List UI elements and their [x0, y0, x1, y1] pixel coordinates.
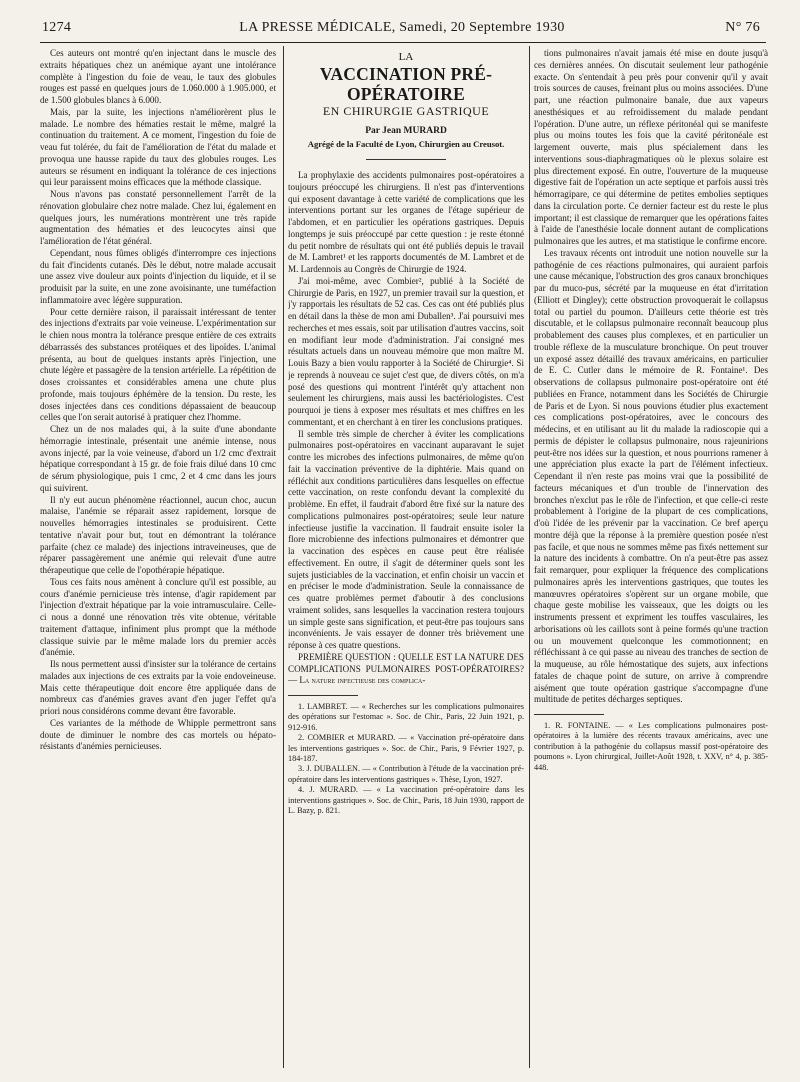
paragraph: Pour cette dernière raison, il paraissait intéressant de tenter des injections d'extraits par voie veineuse. L'expérimentation sur le chien nous montra la tolérance presque entière de ces extraits débarrassés des substances protéiques et des lipoïdes. L'animal présenta, au bout de quelques instants après l'injection, une chute légère et passagère de la tension artérielle. La répétition de doses croissantes et considérables amena une chute plus profonde, mais toujours éphémère de la tension. Du reste, les doses injectées dans ces conditions dépassaient de beaucoup celles que l'on serait autorisé à pratiquer chez l'homme. [40, 306, 276, 423]
article-heading [288, 52, 524, 160]
paragraph: Chez un de nos malades qui, à la suite d'une abondante hémorragie intestinale, présentait une anémie intense, nous avons injecté, par la voie veineuse, d'abord un 1/2 cmc d'extrait hépatique correspondant à 15 gr. de foie frais dilué dans 10 cmc de sérum physiologique, puis 1 cmc, 2 et 4 cmc dans les jours qui suivirent. [40, 424, 276, 493]
footnote-rule [534, 714, 604, 715]
article-subtitle: EN CHIRURGIE GASTRIQUE [322, 103, 490, 118]
column-divider [529, 46, 530, 1068]
middle-column [288, 48, 524, 1068]
title-separator [366, 159, 446, 160]
footnote-rule [288, 695, 358, 696]
footnote: 3. J. DUBALLEN. — « Contribution à l'étude de la vaccination pré-opératoire dans les interventions gastriques ». Thèse, Lyon, 1927. [288, 764, 524, 784]
paragraph: La prophylaxie des accidents pulmonaires post-opératoires a toujours préoccupé les chirurgiens. Il n'est pas d'interventions qui exposent davantage à cette variété de complications que les interventions portant sur les organes de l'étage supérieur de l'abdomen, et en particulier les opérations gastriques. Depuis longtemps je suis préoccupé par cette question : je reste étonné du petit nombre de résultats qui ont été publiés depuis le travail de M. Lambret¹ et les rapports documentés de M. Lambret et de M. Lardennois au Congrès de Chirurgie de 1924. [288, 170, 524, 274]
article-kicker: LA [398, 51, 414, 63]
author-affiliation: Agrégé de la Faculté de Lyon, Chirurgien au Creusot. [307, 139, 505, 150]
paragraph: Ces variantes de la méthode de Whipple permettront sans doute de diminuer le nombre des cas mortels ou hépato-résistants d'anémies pernicieuses. [40, 717, 276, 752]
paragraph: Il n'y eut aucun phénomène réactionnel, aucun choc, aucun malaise, l'anémie se réparait assez rapidement, lorsque de nouvelles hémorragies intestinales se produisirent. Cette tentative n'avait pour but, tout en démontrant la tolérance parfaite (chez ce malade) des injections intraveineuses, que de réparer passagèrement une anémie qui relevait d'une autre thérapeutique que celle de l'opothérapie hépatique. [40, 494, 276, 575]
footnote: 2. COMBIER et MURARD. — « Vaccination pré-opératoire dans les interventions gastriques ». Soc. de Chir., Paris, 9 Février 1927, p. 184-187. [288, 733, 524, 764]
footnote: 4. J. MURARD. — « La vaccination pré-opératoire dans les interventions gastriques ». Soc. de Chir., Paris, 18 Juin 1930, rapport de L. Bazy, p. 821. [288, 785, 524, 816]
left-column [40, 48, 276, 1068]
page-number: 1274 [42, 20, 72, 35]
paragraph: Les travaux récents ont introduit une notion nouvelle sur la pathogénie de ces réactions pulmonaires, qui auraient parfois une cause mécanique, l'obstruction des gros canaux bronchiques par du muco-pus, sécrété par la muqueuse en état d'irritation (Elliott et Dingley); cette obstruction provoquerait le collapsus total ou partiel du poumon. D'ailleurs cette théorie est très discutable, et le collapsus pulmonaire reconnaît beaucoup plus probablement des causes plus complexes, et en particulier un trouble réflexe de la musculature bronchique. On peut trouver un exposé assez détaillé des travaux américains, en particulier de E. C. Cutler dans le mémoire de R. Fontaine¹. Des observations de collapsus pulmonaire post-opératoire ont été publiées en France, notamment dans les Sociétés de Chirurgie de Paris et de Lyon. Si nous pouvions étudier plus exactement ces complications post-opératoires, avec le concours des médecins, et en utilisant au lit du malade la radioscopie qui a permis de dépister le collapsus pulmonaire, nous rajeunirions peut-être nos idées sur la question, et nous pourrions ramener à une appréciation plus exacte la part de l'élément infectieux. Cependant il n'en reste pas moins vrai que la possibilité de facteurs mécaniques et d'un trouble de l'innervation des bronches n'exclut pas le rôle de l'infection, et que celle-ci reste probablement à l'origine de la plupart de ces complications, d'où l'idée de les prévenir par la vaccination. Ce bref aperçu montre déjà que la réponse à la première question posée n'est pas facile, et que nous ne sommes même pas fixés nettement sur la nature des incidents à combattre. On n'a peut-être pas assez fait remarquer, pour expliquer la fréquence des complications pulmonaires après les interventions gastriques, que toutes les manœuvres opératoires s'opèrent sur un organe mobile, que chaque geste mobilise les vaisseaux, que les doigts ou les instruments pressent et expriment les touffes vasculaires, les arborisations où les caillots sont à peine formés qu'une traction ou un mouvement quelconque les commotionnent; en réfléchissant à ce qui passe au niveau des tranches de section de la muqueuse, au rôle hémostatique des sujets, aux infections fatales de chaque point de suture, on arrive à comprendre aisément que toute opération gastrique s'accompagne d'une multitude de petites décharges septiques. [534, 247, 768, 705]
running-header [40, 18, 764, 40]
header-rule [40, 42, 766, 43]
column-divider [283, 46, 284, 1068]
paragraph: Mais, par la suite, les injections n'améliorèrent plus le malade. Le nombre des hématies restait le même, malgré la continuation du traitement. A ce moment, l'ingestion du foie de veau fut tolérée, du fait de l'amélioration de l'état du malade et provoqua une hausse rapide du taux des globules rouges. Les auteurs se résument en indiquant la tolérance de ces injections qui leur paraissent moins efficaces que la méthode classique. [40, 106, 276, 188]
paragraph: J'ai moi-même, avec Combier², publié à la Société de Chirurgie de Paris, en 1927, un premier travail sur la question, et j'y rapportais les résultats de 52 cas. Ces cas ont été publiés plus en détail dans la thèse de mon ami Duballen³. J'ai poursuivi mes recherches et mes essais, soit par utilisation d'autres vaccins, soit en modifiant leur mode d'administration. J'ai consigné mes résultats actuels dans un nouveau mémoire que mon maître M. Louis Bazy a bien voulu rapporter à la Société de Chirurgie⁴. Si je reprends à nouveau ce sujet c'est que, de divers côtés, on m'a posé des questions qui montrent l'intérêt qu'y attachent non seulement les chirurgiens, mais aussi les bactériologistes. C'est pourquoi je tiens à exposer mes résultats et mes chiffres en les commentant, et en cherchant à en tirer les conclusions pratiques. [288, 275, 524, 427]
journal-title: LA PRESSE MÉDICALE, Samedi, 20 Septembre 1930 [239, 20, 565, 35]
paragraph: Ils nous permettent aussi d'insister sur la tolérance de certains malades aux injections de ces extraits par la voie endoveineuse. Mais cette thérapeutique doit encore être appliquée dans de nombreux cas d'anémies graves avant d'en juger l'effet qu'a priori nous considérons comme devant être favorable. [40, 659, 276, 716]
paragraph: Tous ces faits nous amènent à conclure qu'il est possible, au cours d'anémie pernicieuse très intense, d'agir rapidement par l'injection d'extrait hépatique par la voie intramusculaire. Celle-ci nous a donné une rénovation très vite obtenue, véritable traitement d'attaque, infiniment plus prompt que la méthode classique suivie par le même malade lors du premier accès d'anémie. [40, 576, 276, 658]
paragraph: Cependant, nous fûmes obligés d'interrompre ces injections du fait d'incidents cutanés. Dès le début, notre malade accusait une assez vive douleur aux points d'injection du liquide, et il se produisit par la suite, en une zone avoisinante, une tuméfaction inflammatoire avec légère suppuration. [40, 247, 276, 305]
paragraph: Nous n'avons pas constaté personnellement l'arrêt de la rénovation globulaire chez notre malade. Chez lui, également en quelques jours, les numérations montrèrent une très rapide augmentation des hématies et des leucocytes ainsi que l'amélioration de l'état général. [40, 189, 276, 246]
paragraph: Il semble très simple de chercher à éviter les complications pulmonaires post-opératoires en vaccinant auparavant le sujet contre les microbes des infections pulmonaires, de même qu'on fait la vaccination préventive de la diphtérie. Mais quand on réfléchit aux conditions particulières dans lesquelles on effectue cette vaccination, on reste confondu devant la complexité du problème. En effet, il faudrait d'abord être fixé sur la nature des complications pulmonaires post-opératoires; seule leur nature infectieuse justifie la vaccination. Il faudrait ensuite isoler la flore microbienne des infections pulmonaires et démontrer que la vaccination des espèces en cause peut être réalisée effectivement. En outre, il s'agit de déterminer quels sont les sujets justiciables de la vaccination, et enfin choisir un vaccin et en préciser le mode d'administration. Seule la connaissance de ces quatre problèmes permet d'aboutir à des conclusions vraiment solides, sans lesquelles la vaccination restera toujours un simple geste sans signification, et peut-être pas toujours sans inconvénients. Je vais essayer de donner très brièvement une réponse à ces quatre questions. [288, 428, 524, 650]
article-author: Par Jean MURARD [365, 125, 447, 136]
article-title: VACCINATION PRÉ-OPÉRATOIRE [319, 63, 493, 104]
issue-number: N° 76 [725, 20, 760, 35]
paragraph: Ces auteurs ont montré qu'en injectant dans le muscle des extraits hépatiques chez un anémique ayant une intolérance complète à l'ingestion du foie de veau, le taux des globules rouges est passé en quelques jours de 1.060.000 à 1.905.000, et de 1.500 globules blancs à 6.000. [40, 48, 276, 105]
section-heading-paragraph: PREMIÈRE QUESTION : QUELLE EST LA NATURE DES COMPLICATIONS PULMONAIRES POST-OPÉRATOIRES? — La nature infectieuse des complica- [288, 651, 524, 686]
footnote: 1. R. FONTAINE. — « Les complications pulmonaires post-opératoires à la lumière des récents travaux américains, avec une contribution à la pathogénie du collapsus massif post-opératoire des poumons ». Lyon chirurgical, Juillet-Août 1928, t. XXV, n° 4, p. 385-448. [534, 721, 768, 772]
right-column [534, 48, 768, 1068]
footnote: 1. LAMBRET. — « Recherches sur les complications pulmonaires des opérations sur l'estomac ». Soc. de Chir., Paris, 22 Juin 1921, p. 912-916. [288, 702, 524, 732]
paragraph: tions pulmonaires n'avait jamais été mise en doute jusqu'à ces dernières années. On discutait seulement leur pathogénie exacte. On s'entendait à peu près pour convenir qu'il y avait trois sources de causes, freinant plus ou moins associées. D'une part, une réaction pulmonaire banale, due aux vapeurs anesthésiques et au refroidissement du malade pendant l'opération. D'une autre, un réflexe péritonéal qui se manifeste plus ou moins toutes les fois que la cavité péritonéale est largement ouverte, mais plus spécialement dans les interventions sous-diaphragmatiques où le plexus solaire est plus directement exposé. En outre, l'ouverture de la muqueuse digestive fait de l'opération un acte septique et parfois aussi très hémorragipare, ce qui détermine de petites embolies septiques dans la circulation porte. Ce dernier facteur est du reste le plus important; il est classique de remarquer que les opérations faites à l'aide de l'anesthésie locale donnent autant de complications pulmonaires que les autres, et ma statistique le confirme encore. [534, 48, 768, 246]
